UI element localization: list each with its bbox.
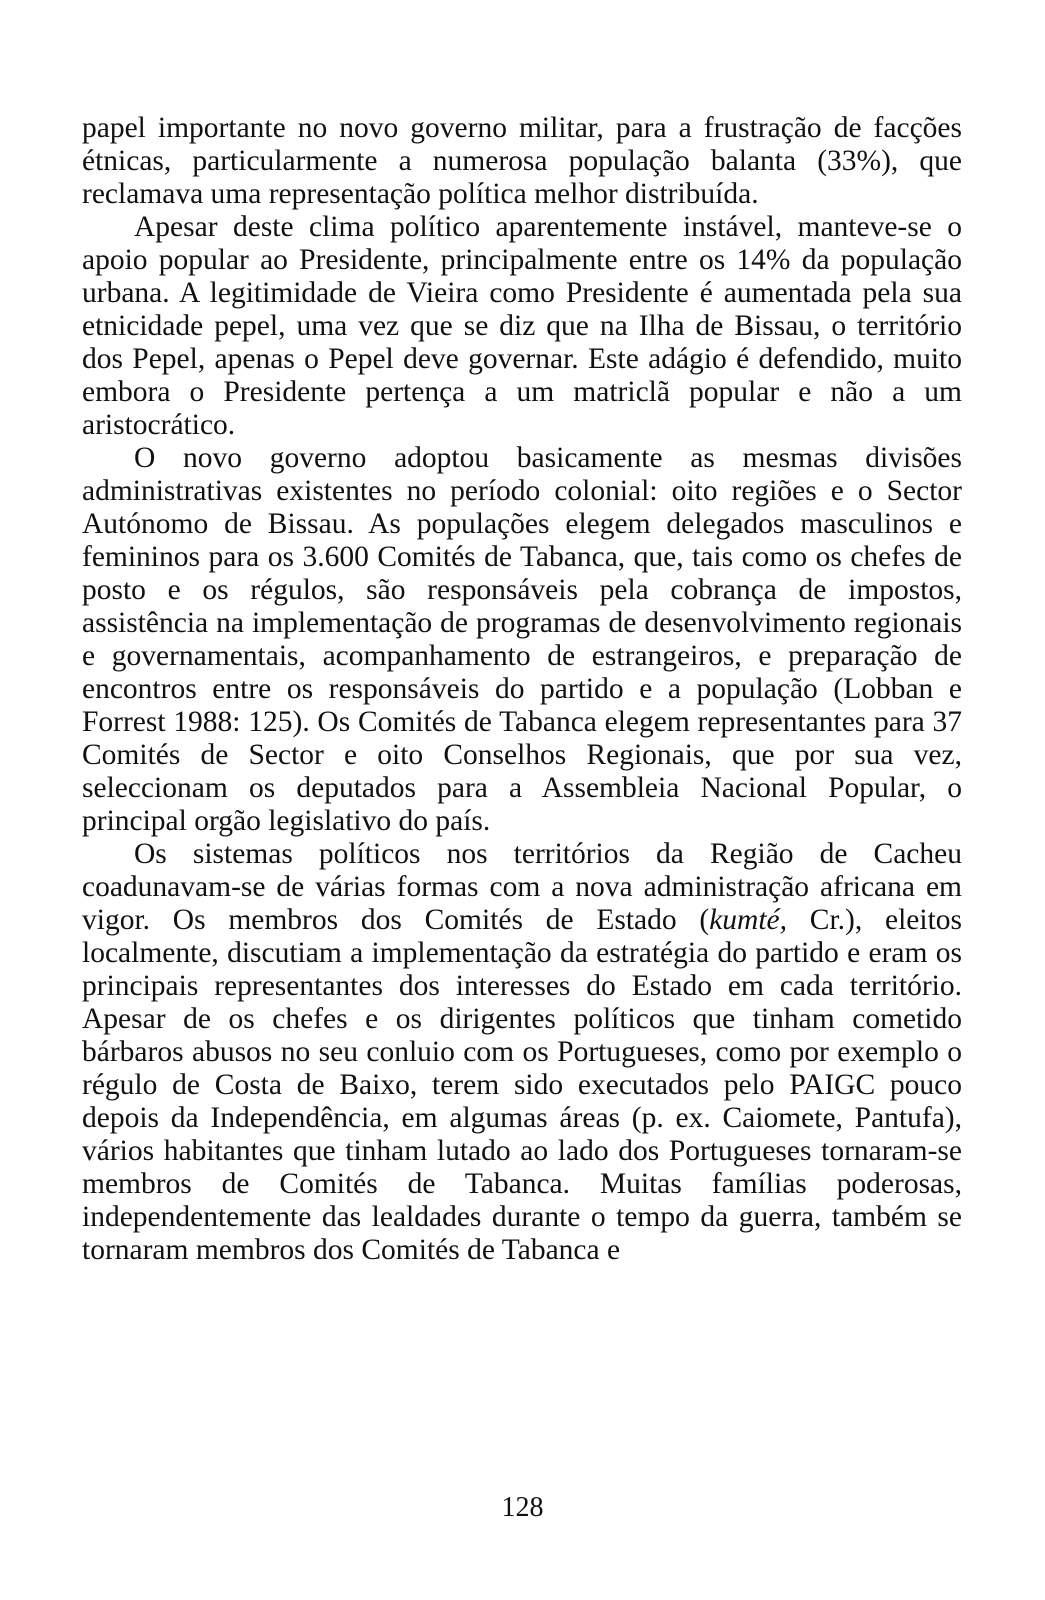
paragraph-4-text-before: Os sistemas políticos nos territórios da Região de Cacheu coadunavam-se de várias formas com a nova administração africana em vigor. Os membros dos Comités de Estado ( xyxy=(82,838,962,936)
paragraph-3: O novo governo adoptou basicamente as mesmas divisões administrativas existentes no período colonial: oito regiões e o Sector Autónomo de Bissau. As populações elegem delegados masculinos e femininos para os 3.600 Comités de Tabanca, que, tais como os chefes de posto e os régulos, são responsáveis pela cobrança de impostos, assistência na implementação de programas de desenvolvimento regionais e governamentais, acompanhamento de estrangeiros, e preparação de encontros entre os responsáveis do partido e a população (Lobban e Forrest 1988: 125). Os Comités de Tabanca elegem representantes para 37 Comités de Sector e oito Conselhos Regionais, que por sua vez, seleccionam os deputados para a Assembleia Nacional Popular, o principal orgão legislativo do país. xyxy=(82,442,962,837)
paragraph-4-italic-term: kumté, xyxy=(709,904,788,936)
paragraph-2: Apesar deste clima político aparentemente instável, manteve-se o apoio popular ao Presidente, principalmente entre os 14% da população urbana. A legitimidade de Vieira como Presidente é aumentada pela sua etnicidade pepel, uma vez que se diz que na Ilha de Bissau, o território dos Pepel, apenas o Pepel deve governar. Este adágio é defendido, muito embora o Presidente pertença a um matriclã popular e não a um aristocrático. xyxy=(82,211,962,441)
paragraph-4-text-after: Cr.), eleitos localmente, discutiam a implementação da estratégia do partido e eram os principais representantes dos interesses do Estado em cada território. Apesar de os chefes e os dirigentes políticos que tinham cometido bárbaros abusos no seu conluio com os Portugueses, como por exemplo o régulo de Costa de Baixo, terem sido executados pelo PAIGC pouco depois da Independência, em algumas áreas (p. ex. Caiomete, Pantufa), vários habitantes que tinham lutado ao lado dos Portugueses tornaram-se membros de Comités de Tabanca. Muitas famílias poderosas, independentemente das lealdades durante o tempo da guerra, também se tornaram membros dos Comités de Tabanca e xyxy=(82,904,962,1266)
paragraph-4 xyxy=(82,838,962,1267)
paragraph-1: papel importante no novo governo militar, para a frustração de facções étnicas, particularmente a numerosa população balanta (33%), que reclamava uma representação política melhor distribuída. xyxy=(82,112,962,210)
page-number: 128 xyxy=(501,1492,544,1523)
page-body xyxy=(82,112,962,1267)
